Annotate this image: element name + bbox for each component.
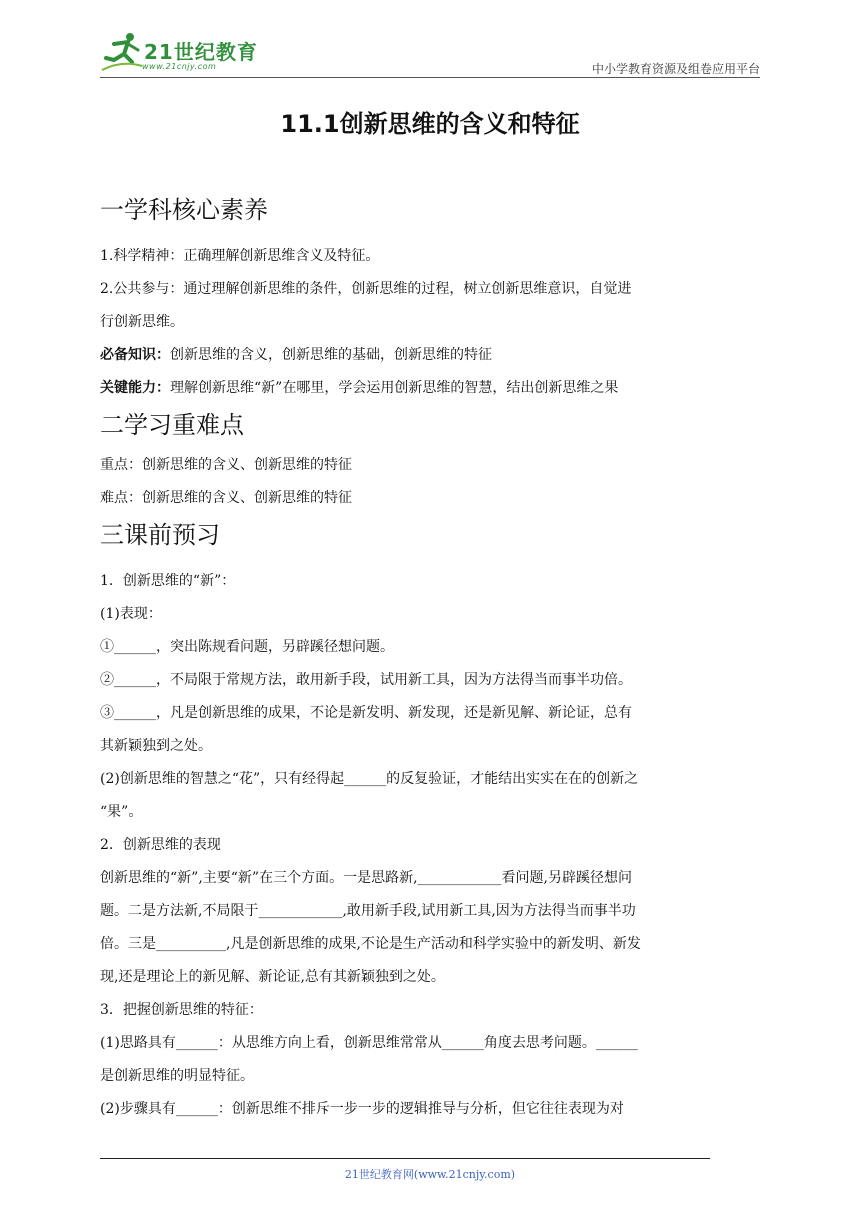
paragraph: 创新思维的“新”,主要“新”在三个方面。一是思路新,____________看问题,另辟蹊径想问 (100, 870, 632, 886)
section-heading-1: 一学科核心素养 (100, 196, 268, 224)
knowledge-line (100, 339, 764, 372)
paragraph: 现,还是理论上的新见解、新论证,总有其新颖独到之处。 (100, 969, 445, 985)
ability-text: 理解创新思维“新”在哪里，学会运用创新思维的智慧，结出创新思维之果 (170, 380, 619, 396)
section-heading-2: 二学习重难点 (100, 411, 244, 439)
ability-label: 关键能力： (100, 380, 170, 396)
paragraph: (1)思路具有______：从思维方向上看，创新思维常常从______角度去思考问题。______ (100, 1035, 638, 1051)
paragraph: 2．创新思维的表现 (100, 837, 221, 853)
footer-divider (100, 1158, 710, 1159)
paragraph: ①______，突出陈规看问题，另辟蹊径想问题。 (100, 639, 394, 655)
runner-logo-icon (100, 30, 144, 74)
paragraph: ②______，不局限于常规方法，敢用新手段，试用新工具，因为方法得当而事半功倍。 (100, 672, 632, 688)
logo-text: 21世纪教育 (144, 40, 258, 64)
header-divider (100, 77, 760, 78)
paragraph: (2)步骤具有______：创新思维不排斥一步一步的逻辑推导与分析，但它往往表现为对 (100, 1101, 624, 1117)
paragraph: 是创新思维的明显特征。 (100, 1068, 254, 1084)
paragraph: (2)创新思维的智慧之“花”，只有经得起______的反复验证，才能结出实实在在的创新之 (100, 771, 639, 787)
document-body (100, 190, 764, 1126)
paragraph: 其新颖独到之处。 (100, 738, 212, 754)
page-title: 11.1创新思维的含义和特征 (280, 110, 580, 138)
footer-site: 21世纪教育网(www.21cnjy.com) (344, 1168, 516, 1181)
paragraph: 倍。三是__________,凡是创新思维的成果,不论是生产活动和科学实验中的新发明、新发 (100, 936, 641, 952)
knowledge-label: 必备知识： (100, 347, 170, 363)
paragraph: 难点：创新思维的含义、创新思维的特征 (100, 490, 352, 506)
logo (100, 30, 260, 76)
section-heading-3: 三课前预习 (100, 521, 220, 549)
paragraph: 2.公共参与：通过理解创新思维的条件，创新思维的过程，树立创新思维意识，自觉进 (100, 281, 632, 297)
paragraph: 题。二是方法新,不局限于____________,敢用新手段,试用新工具,因为方法得当而事半功 (100, 903, 636, 919)
paragraph: (1)表现： (100, 606, 162, 622)
ability-line (100, 372, 764, 405)
paragraph: 3．把握创新思维的特征： (100, 1002, 263, 1018)
paragraph: 1．创新思维的“新”： (100, 573, 236, 589)
logo-url: www.21cnjy.com (142, 62, 217, 71)
page-header (100, 30, 760, 78)
paragraph: 行创新思维。 (100, 314, 184, 330)
paragraph: ③______，凡是创新思维的成果，不论是新发明、新发现，还是新见解、新论证，总有 (100, 705, 632, 721)
knowledge-text: 创新思维的含义，创新思维的基础，创新思维的特征 (170, 347, 492, 363)
header-platform-name: 中小学教育资源及组卷应用平台 (591, 62, 760, 76)
paragraph: 1.科学精神：正确理解创新思维含义及特征。 (100, 248, 380, 264)
paragraph: “果”。 (100, 804, 143, 820)
paragraph: 重点：创新思维的含义、创新思维的特征 (100, 457, 352, 473)
